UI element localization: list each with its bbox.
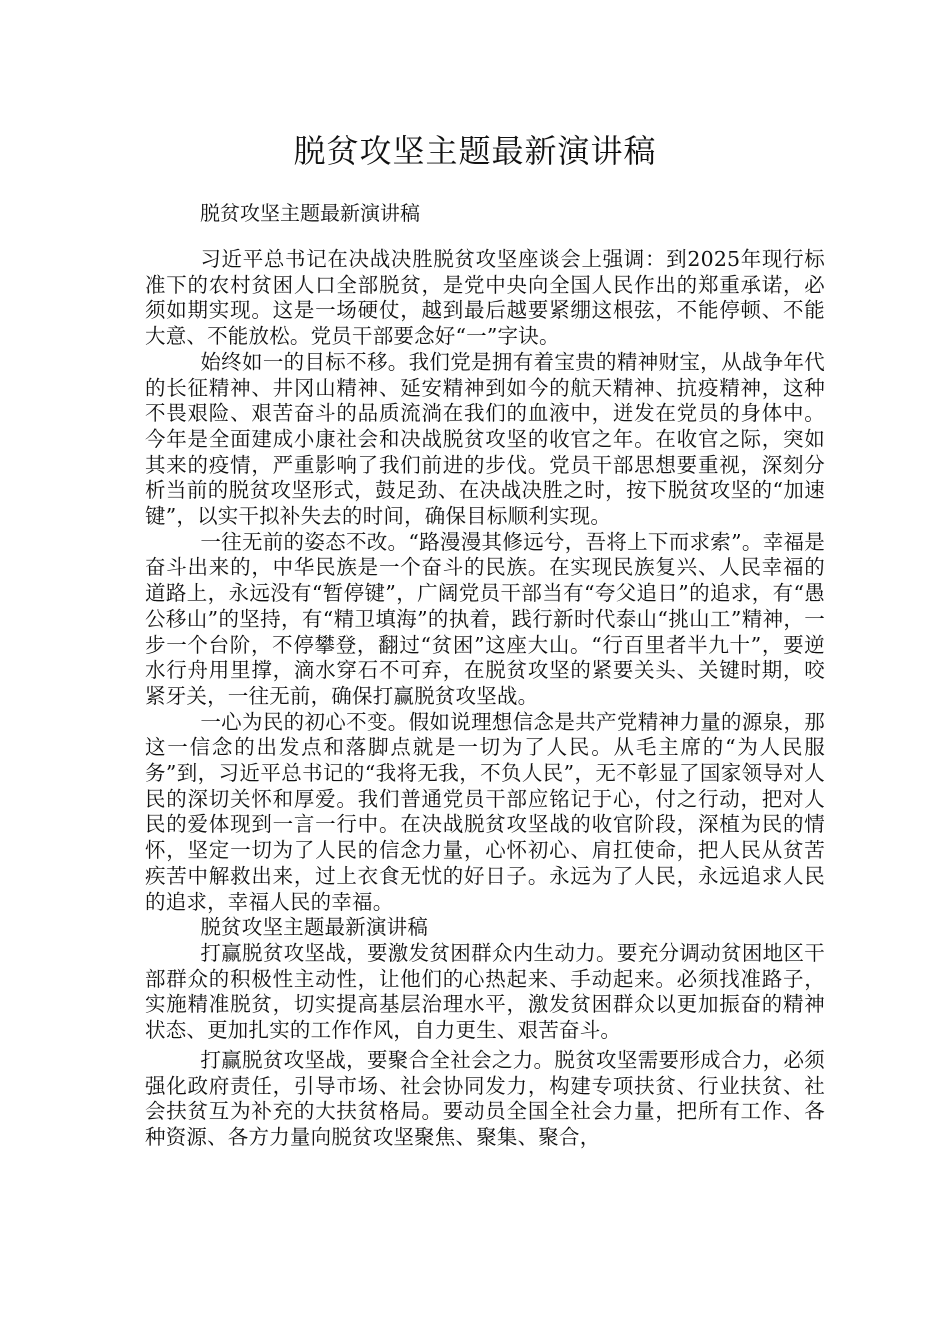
section-heading: 脱贫攻坚主题最新演讲稿 (200, 915, 429, 940)
paragraph-5: 打赢脱贫攻坚战，要激发贫困群众内生动力。要充分调动贫困地区干部群众的积极性主动性，让他们的心热起来、手动起来。必须找准路子，实施精准脱贫，切实提高基层治理水平，激发贫困群众以更加振奋的精神状态、更加扎实的工作作风，自力更生、艰苦奋斗。 (145, 940, 825, 1043)
paragraph-3: 一往无前的姿态不改。“路漫漫其修远兮，吾将上下而求索”。幸福是奋斗出来的，中华民族是一个奋斗的民族。在实现民族复兴、人民幸福的道路上，永远没有“暂停键”，广阔党员干部当有“夸父追日”的追求，有“愚公移山”的坚持，有“精卫填海”的执着，践行新时代泰山“挑山工”精神，一步一个台阶，不停攀登，翻过“贫困”这座大山。“行百里者半九十”，要逆水行舟用里撑，滴水穿石不可弃，在脱贫攻坚的紧要关头、关键时期，咬紧牙关，一往无前，确保打赢脱贫攻坚战。 (145, 529, 825, 708)
document-title: 脱贫攻坚主题最新演讲稿 (293, 132, 657, 170)
paragraph-2: 始终如一的目标不移。我们党是拥有着宝贵的精神财宝，从战争年代的长征精神、井冈山精神、延安精神到如今的航天精神、抗疫精神，这种不畏艰险、艰苦奋斗的品质流淌在我们的血液中，迸发在党员的身体中。今年是全面建成小康社会和决战脱贫攻坚的收官之年。在收官之际，突如其来的疫情，严重影响了我们前进的步伐。党员干部思想要重视，深刻分析当前的脱贫攻坚形式，鼓足劲、在决战决胜之时，按下脱贫攻坚的“加速键”，以实干拟补失去的时间，确保目标顺利实现。 (145, 349, 825, 529)
document-body (145, 247, 825, 1151)
paragraph-6: 打赢脱贫攻坚战，要聚合全社会之力。脱贫攻坚需要形成合力，必须强化政府责任，引导市场、社会协同发力，构建专项扶贫、行业扶贫、社会扶贫互为补充的大扶贫格局。要动员全国全社会力量，把所有工作、各种资源、各方力量向脱贫攻坚聚焦、聚集、聚合， (145, 1047, 825, 1149)
document-subtitle: 脱贫攻坚主题最新演讲稿 (200, 201, 420, 225)
paragraph-1: 习近平总书记在决战决胜脱贫攻坚座谈会上强调：到2025年现行标准下的农村贫困人口全部脱贫，是党中央向全国人民作出的郑重承诺，必须如期实现。这是一场硬仗，越到最后越要紧绷这根弦，不能停顿、不能大意、不能放松。党员干部要念好“一”字诀。 (145, 247, 825, 349)
paragraph-4: 一心为民的初心不变。假如说理想信念是共产党精神力量的源泉，那这一信念的出发点和落脚点就是一切为了人民。从毛主席的“为人民服务”到，习近平总书记的“我将无我，不负人民”，无不彰显了国家领导对人民的深切关怀和厚爱。我们普通党员干部应铭记于心，付之行动，把对人民的爱体现到一言一行中。在决战脱贫攻坚战的收官阶段，深植为民的情怀，坚定一切为了人民的信念力量，心怀初心、肩扛使命，把人民从贫苦疾苦中解救出来，过上衣食无忧的好日子。永远为了人民，永远追求人民的追求，幸福人民的幸福。 (145, 709, 825, 914)
